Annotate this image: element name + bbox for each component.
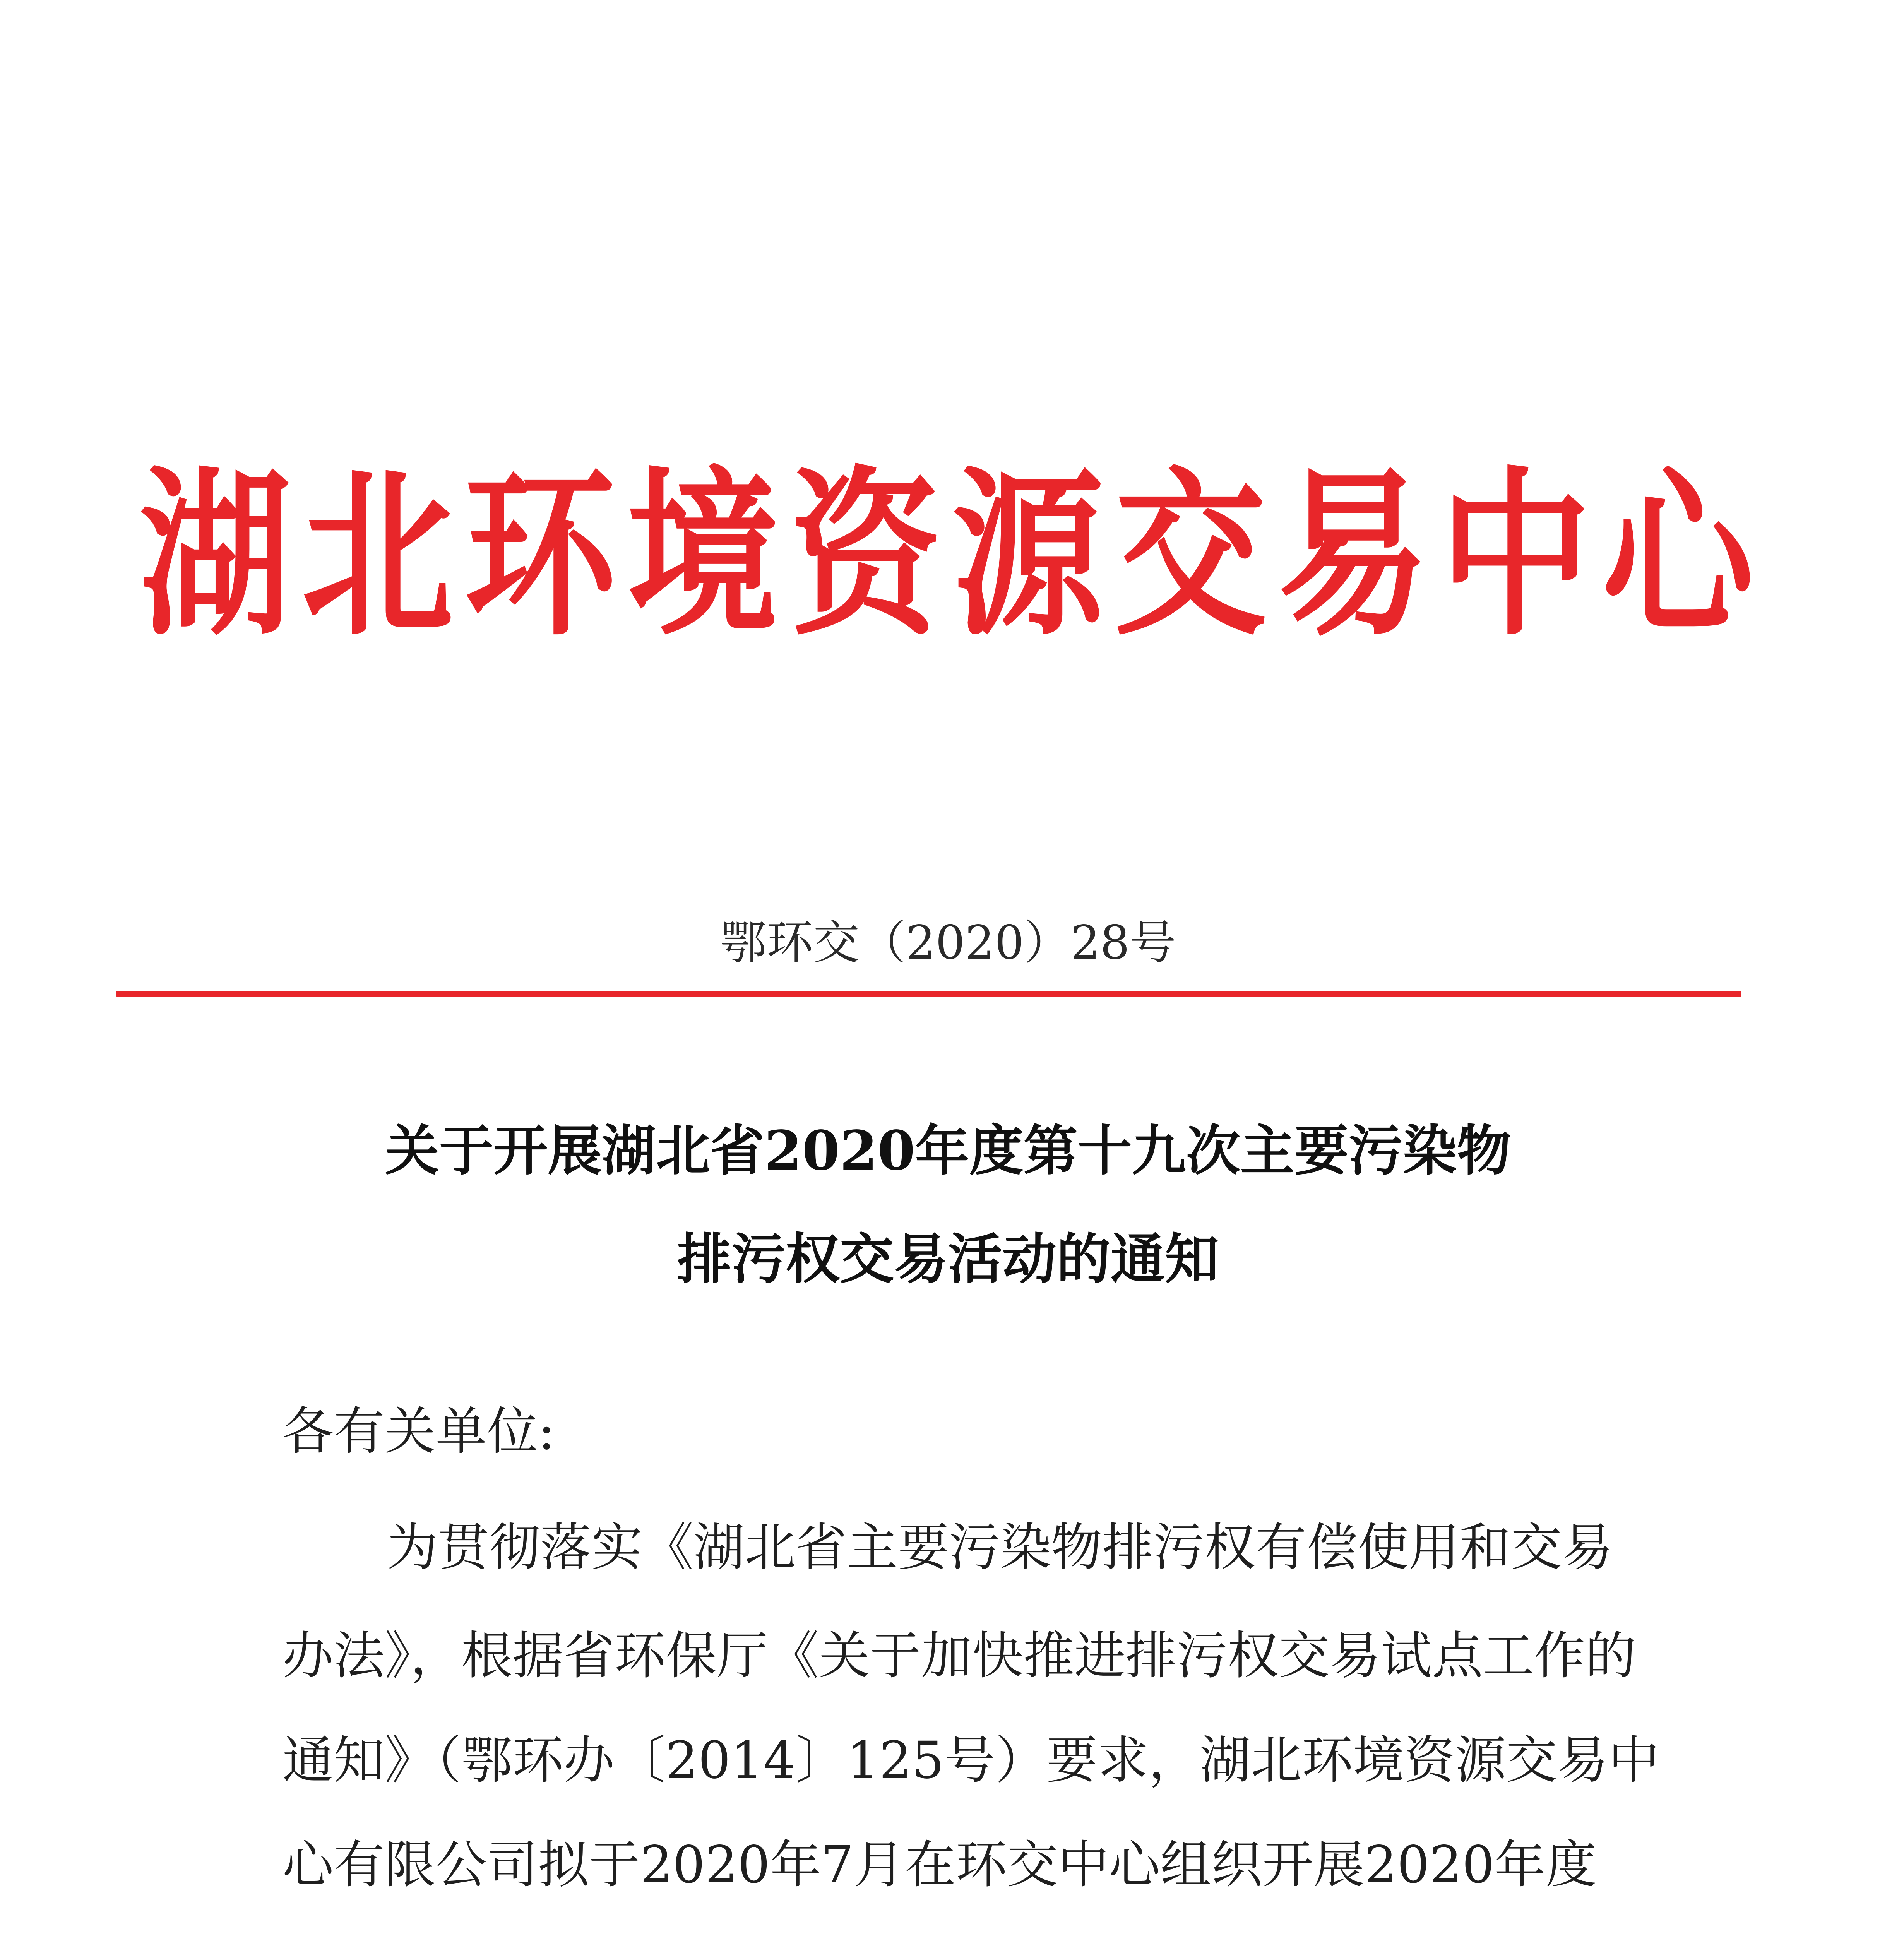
document-number: 鄂环交（2020）28号	[720, 916, 1176, 970]
notice-title-line-1: 关于开展湖北省2020年度第十九次主要污染物	[385, 1119, 1511, 1183]
body-paragraph-line-3: 通知》（鄂环办〔2014〕125号）要求，湖北环境资源交易中	[283, 1731, 1659, 1790]
body-paragraph-line-2: 办法》，根据省环保厅《关于加快推进排污权交易试点工作的	[283, 1626, 1636, 1686]
letterhead-title: 湖北环境资源交易中心	[139, 450, 1765, 660]
salutation: 各有关单位:	[283, 1402, 555, 1461]
red-divider-rule	[116, 991, 1741, 997]
body-paragraph-line-4: 心有限公司拟于2020年7月在环交中心组织开展2020年度	[283, 1835, 1597, 1895]
body-paragraph-line-1: 为贯彻落实《湖北省主要污染物排污权有偿使用和交易	[387, 1518, 1613, 1577]
notice-title-line-2: 排污权交易活动的通知	[677, 1228, 1219, 1291]
